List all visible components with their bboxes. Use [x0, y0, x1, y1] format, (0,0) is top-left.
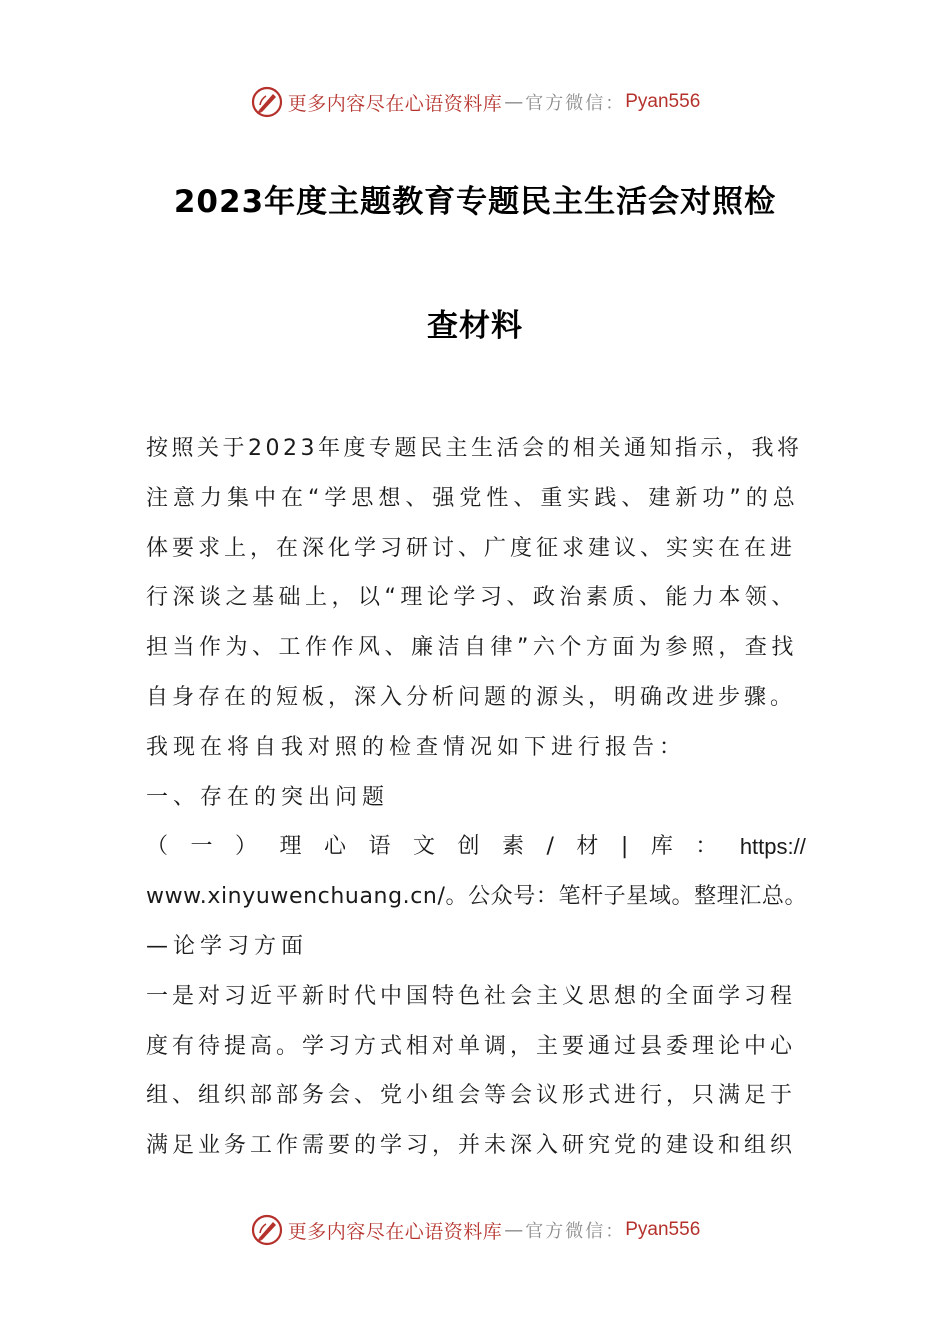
heading-char: 库 [650, 834, 673, 860]
heading-char: 心 [324, 834, 347, 860]
banner-wechat-id: Pyan556 [625, 91, 701, 112]
heading-char: 理 [279, 834, 302, 860]
heading-char: ） [235, 834, 258, 860]
quill-pen-logo-icon [250, 85, 284, 119]
body-line: 我现在将自我对照的检查情况如下进行报告： [146, 734, 687, 760]
heading-char: （ [146, 834, 169, 860]
body-line-url: www.xinyuwenchuang.cn/。公众号：笔杆子星域。整理汇总。 [146, 884, 808, 910]
body-line: 度有待提高。学习方式相对单调，主要通过县委理论中心 [146, 1033, 797, 1059]
body-line: 体要求上，在深化学习研讨、广度征求建议、实实在在进 [146, 535, 797, 561]
heading-char: / [546, 834, 554, 860]
banner-main-text: 更多内容尽在心语资料库 [287, 92, 503, 115]
heading-char: 创 [457, 834, 480, 860]
banner-wechat-label: 官方微信： [525, 93, 626, 114]
banner-wechat-id: Pyan556 [625, 1219, 701, 1240]
body-line: 担当作为、工作作风、廉洁自律”六个方面为参照，查找 [146, 635, 798, 661]
subsection-heading [146, 822, 806, 872]
banner-wechat-label: 官方微信： [525, 1221, 626, 1242]
heading-url-part: https:// [739, 834, 806, 860]
document-body [146, 424, 806, 1171]
body-line: 行深谈之基础上，以“理论学习、政治素质、能力本领、 [146, 585, 798, 611]
heading-char: 素 [502, 834, 525, 860]
document-title-line-2: 查材料 [427, 308, 523, 344]
heading-char: 一 [190, 834, 213, 860]
heading-char: 语 [368, 834, 391, 860]
banner-separator: — [504, 1219, 524, 1241]
body-line: 组、组织部部务会、党小组会等会议形式进行，只满足于 [146, 1083, 797, 1109]
body-line: 按照关于2023年度专题民主生活会的相关通知指示，我将 [146, 436, 803, 461]
body-line: 一是对习近平新时代中国特色社会主义思想的全面学习程 [146, 983, 797, 1009]
heading-char: 文 [413, 834, 436, 860]
heading-char: 材 [576, 834, 599, 860]
quill-pen-logo-icon [250, 1213, 284, 1247]
body-line: 满足业务工作需要的学习，并未深入研究党的建设和组织 [146, 1133, 797, 1159]
subsection-title: —论学习方面 [146, 933, 309, 959]
footer-banner [0, 1208, 950, 1252]
body-line: 注意力集中在“学思想、强党性、重实践、建新功”的总 [146, 485, 800, 511]
banner-separator: — [504, 91, 524, 113]
header-banner [0, 80, 950, 124]
section-heading: 一、存在的突出问题 [146, 784, 390, 810]
heading-char: ： [695, 834, 718, 860]
document-title-line-1: 2023年度主题教育专题民主生活会对照检 [173, 184, 777, 220]
banner-main-text: 更多内容尽在心语资料库 [287, 1220, 503, 1243]
heading-char: | [620, 834, 629, 860]
body-line: 自身存在的短板，深入分析问题的源头，明确改进步骤。 [146, 684, 797, 710]
